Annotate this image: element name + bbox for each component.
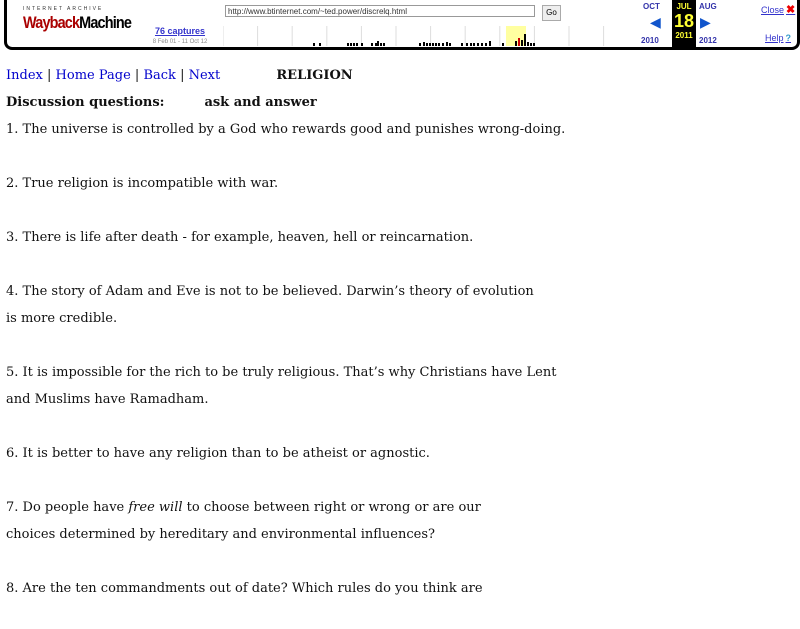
question-line: and Muslims have Ramadham. <box>6 392 209 407</box>
capture-bar <box>383 43 385 46</box>
capture-bar <box>442 43 444 46</box>
capture-sparkline[interactable] <box>223 26 639 46</box>
logo-caption: INTERNET ARCHIVE <box>23 6 104 12</box>
question-line: 3. There is life after death - for example, heaven, hell or reincarnation. <box>6 230 474 245</box>
current-year: 2011 <box>675 31 693 40</box>
current-month: JUL <box>676 2 692 11</box>
spacer <box>6 602 565 629</box>
spacer <box>6 143 565 170</box>
current-date <box>672 0 696 47</box>
capture-range: 8 Feb 01 - 11 Oct 12 <box>152 39 208 45</box>
capture-bar <box>470 43 472 46</box>
prev-arrow-icon[interactable]: ◀ <box>650 14 661 30</box>
captures-link[interactable]: 76 captures <box>154 26 206 36</box>
separator: | <box>47 68 52 83</box>
current-day: 18 <box>673 11 695 31</box>
capture-bar <box>502 43 504 46</box>
capture-bar <box>481 43 483 46</box>
capture-bar <box>515 41 517 46</box>
capture-bar <box>432 43 434 46</box>
capture-bar <box>375 43 377 46</box>
close-icon[interactable]: ✖ <box>786 4 796 16</box>
spacer <box>6 548 565 575</box>
question-line: 2. True religion is incompatible with war. <box>6 176 279 191</box>
close-button[interactable]: Close ✖ <box>761 4 796 16</box>
next-arrow-icon[interactable]: ▶ <box>700 14 711 30</box>
capture-bar <box>533 43 535 46</box>
capture-bar <box>449 43 451 46</box>
wayback-logo[interactable]: WaybackMachine <box>23 13 132 32</box>
capture-bar <box>518 38 520 46</box>
capture-bar <box>380 43 382 46</box>
next-month[interactable]: AUG <box>699 2 717 11</box>
capture-bar <box>521 40 523 46</box>
capture-bar <box>371 43 373 46</box>
question-line: 4. The story of Adam and Eve is not to be believed. Darwin’s theory of evolution <box>6 284 534 299</box>
capture-bar <box>353 43 355 46</box>
prev-year[interactable]: 2010 <box>641 36 659 45</box>
capture-bar <box>524 34 526 46</box>
home-page-link[interactable]: Home Page <box>55 68 131 83</box>
page-title: RELIGION <box>276 68 353 83</box>
help-link[interactable]: Help ? <box>765 33 792 43</box>
help-icon[interactable]: ? <box>785 33 792 43</box>
capture-bar <box>530 43 532 46</box>
spacer <box>6 467 565 494</box>
discussion-heading: Discussion questions: <box>6 95 165 110</box>
spacer <box>6 332 565 359</box>
emphasis: free will <box>128 500 183 515</box>
go-button[interactable]: Go <box>542 5 561 21</box>
capture-bar <box>377 41 379 46</box>
url-input[interactable]: http://www.btinternet.com/~ted.power/discrelq.html <box>225 5 535 17</box>
nav-bar <box>6 62 565 89</box>
next-year[interactable]: 2012 <box>699 36 717 45</box>
separator: | <box>180 68 185 83</box>
capture-bar <box>361 43 363 46</box>
capture-bar <box>429 43 431 46</box>
capture-bar <box>356 43 358 46</box>
question-line: is more credible. <box>6 311 118 326</box>
question-line: choices determined by hereditary and environmental influences? <box>6 527 435 542</box>
wayback-toolbar <box>4 0 800 50</box>
capture-bar <box>527 42 529 46</box>
capture-bar <box>435 43 437 46</box>
capture-bar <box>473 43 475 46</box>
capture-bar <box>477 43 479 46</box>
next-link[interactable]: Next <box>188 68 221 83</box>
back-link[interactable]: Back <box>143 68 176 83</box>
capture-bar <box>485 43 487 46</box>
capture-bar <box>446 42 448 46</box>
spacer <box>6 251 565 278</box>
capture-bar <box>347 43 349 46</box>
capture-bar <box>313 43 315 46</box>
prev-month[interactable]: OCT <box>643 2 660 11</box>
question-line: 1. The universe is controlled by a God who rewards good and punishes wrong-doing. <box>6 122 566 137</box>
capture-bar <box>426 43 428 46</box>
question-line: 8. Are the ten commandments out of date? Which rules do you think are <box>6 581 483 596</box>
capture-bar <box>438 43 440 46</box>
page-content <box>6 62 565 629</box>
capture-bar <box>419 43 421 46</box>
capture-bar <box>423 42 425 46</box>
question-line: 7. Do people have free will to choose between right or wrong or are our <box>6 500 481 515</box>
spacer <box>6 413 565 440</box>
capture-bar <box>461 43 463 46</box>
index-link[interactable]: Index <box>6 68 43 83</box>
question-line: 6. It is better to have any religion than to be atheist or agnostic. <box>6 446 430 461</box>
capture-bar <box>466 43 468 46</box>
spacer <box>6 197 565 224</box>
discussion-subheading: ask and answer <box>204 95 317 110</box>
capture-bar <box>319 43 321 46</box>
question-line: 5. It is impossible for the rich to be truly religious. That’s why Christians have Lent <box>6 365 557 380</box>
capture-bar <box>489 41 491 46</box>
separator: | <box>134 68 140 83</box>
capture-bar <box>350 43 352 46</box>
